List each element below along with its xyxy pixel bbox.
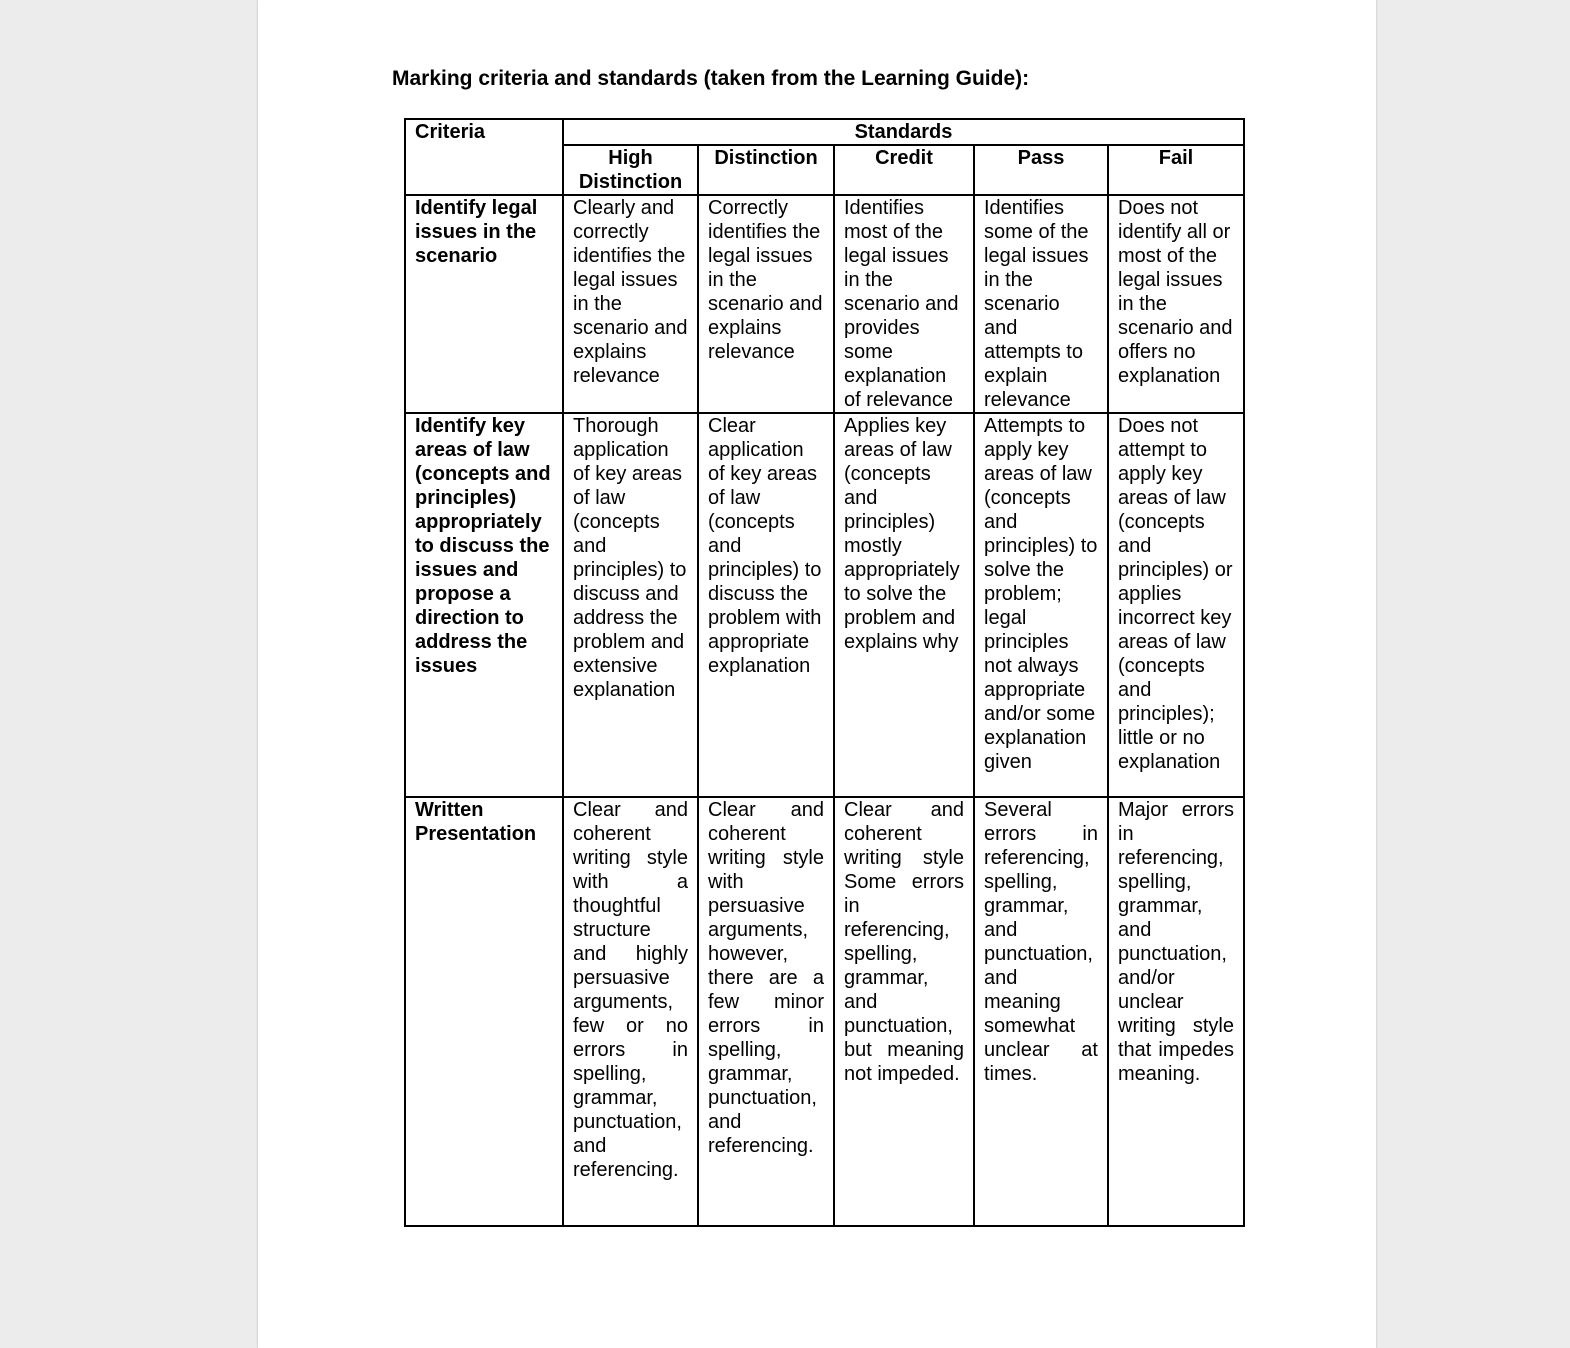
table-row [405, 797, 1244, 1226]
descriptor-cell: Identifies some of the legal issues in the scenario and attempts to explain relevance [974, 195, 1108, 413]
descriptor-cell: Identifies most of the legal issues in the scenario and provides some explanation of relevance [834, 195, 974, 413]
descriptor-cell: Clearly and correctly identifies the legal issues in the scenario and explains relevance [563, 195, 698, 413]
standards-header: Standards [563, 119, 1244, 145]
criteria-header: Criteria [405, 119, 563, 195]
descriptor-cell: Clear and coherent writing style with a thoughtful structure and highly persuasive arguments, few or no errors in spelling, grammar, punctuation, and referencing. [563, 797, 698, 1226]
criterion-cell: Identify key areas of law (concepts and principles) appropriately to discuss the issues and propose a direction to address the issues [405, 413, 563, 797]
descriptor-cell: Clear application of key areas of law (concepts and principles) to discuss the problem with appropriate explanation [698, 413, 834, 797]
descriptor-cell: Major errors in referencing, spelling, grammar, and punctuation, and/or unclear writing style that impedes meaning. [1108, 797, 1244, 1226]
descriptor-cell: Attempts to apply key areas of law (concepts and principles) to solve the problem; legal principles not always appropriate and/or some explanation given [974, 413, 1108, 797]
descriptor-cell: Does not attempt to apply key areas of law (concepts and principles) or applies incorrect key areas of law (concepts and principles); little or no explanation [1108, 413, 1244, 797]
marking-criteria-table [404, 118, 1245, 1227]
table-row [405, 413, 1244, 797]
table-row [405, 195, 1244, 413]
criterion-cell: Identify legal issues in the scenario [405, 195, 563, 413]
descriptor-cell: Does not identify all or most of the legal issues in the scenario and offers no explanation [1108, 195, 1244, 413]
descriptor-cell: Thorough application of key areas of law (concepts and principles) to discuss and address the problem and extensive explanation [563, 413, 698, 797]
descriptor-cell: Several errors in referencing, spelling, grammar, and punctuation, and meaning somewhat unclear at times. [974, 797, 1108, 1226]
descriptor-cell: Correctly identifies the legal issues in the scenario and explains relevance [698, 195, 834, 413]
level-header-high-distinction: High Distinction [563, 145, 698, 195]
level-header-credit: Credit [834, 145, 974, 195]
document-page [258, 0, 1376, 1348]
document-heading: Marking criteria and standards (taken from the Learning Guide): [392, 67, 1030, 90]
descriptor-cell: Clear and coherent writing style with persuasive arguments, however, there are a few minor errors in spelling, grammar, punctuation, and referencing. [698, 797, 834, 1226]
level-header-distinction: Distinction [698, 145, 834, 195]
level-header-pass: Pass [974, 145, 1108, 195]
level-header-fail: Fail [1108, 145, 1244, 195]
table-header-row [405, 119, 1244, 145]
descriptor-cell: Applies key areas of law (concepts and principles) mostly appropriately to solve the problem and explains why [834, 413, 974, 797]
descriptor-cell: Clear and coherent writing style Some errors in referencing, spelling, grammar, and punctuation, but meaning not impeded. [834, 797, 974, 1226]
criterion-cell: Written Presentation [405, 797, 563, 1226]
